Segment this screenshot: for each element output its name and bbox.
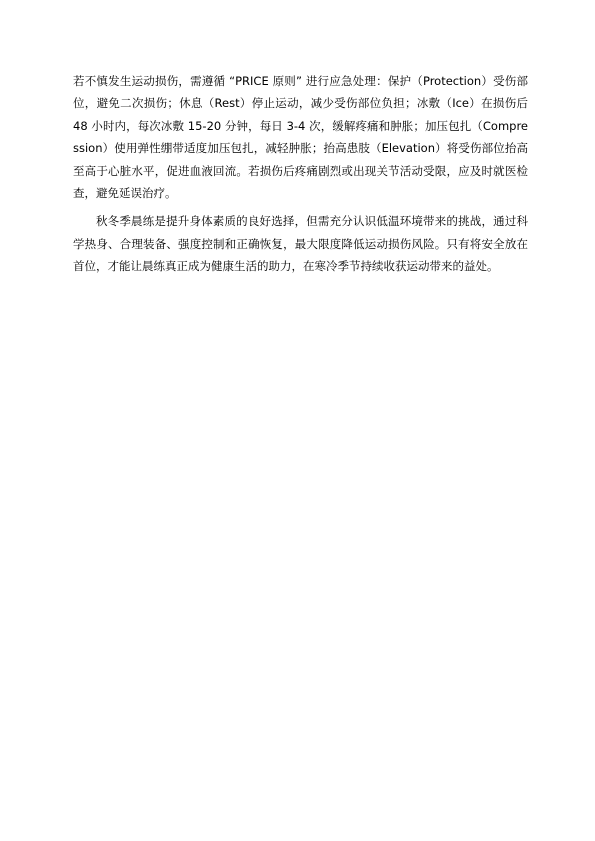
paragraph-injury-first-aid: 若不慎发生运动损伤，需遵循 “PRICE 原则” 进行应急处理：保护（Protection）受伤部位，避免二次损伤；休息（Rest）停止运动，减少受伤部位负担；冰敷（Ice）在损伤后 48 小时内，每次冰敷 15-20 分钟，每日 3-4 次，缓解疼痛和肿胀；加压包扎（Compression）使用弹性绷带适度加压包扎，减轻肿胀；抬高患肢（Elevation）将受伤部位抬高至高于心脏水平，促进血液回流。若损伤后疼痛剧烈或出现关节活动受限，应及时就医检查，避免延误治疗。 [73,74,528,201]
document-body [73,70,528,278]
paragraph-conclusion: 秋冬季晨练是提升身体素质的良好选择，但需充分认识低温环境带来的挑战，通过科学热身、合理装备、强度控制和正确恢复，最大限度降低运动损伤风险。只有将安全放在首位，才能让晨练真正成为健康生活的助力，在寒冷季节持续收获运动带来的益处。 [73,214,528,274]
